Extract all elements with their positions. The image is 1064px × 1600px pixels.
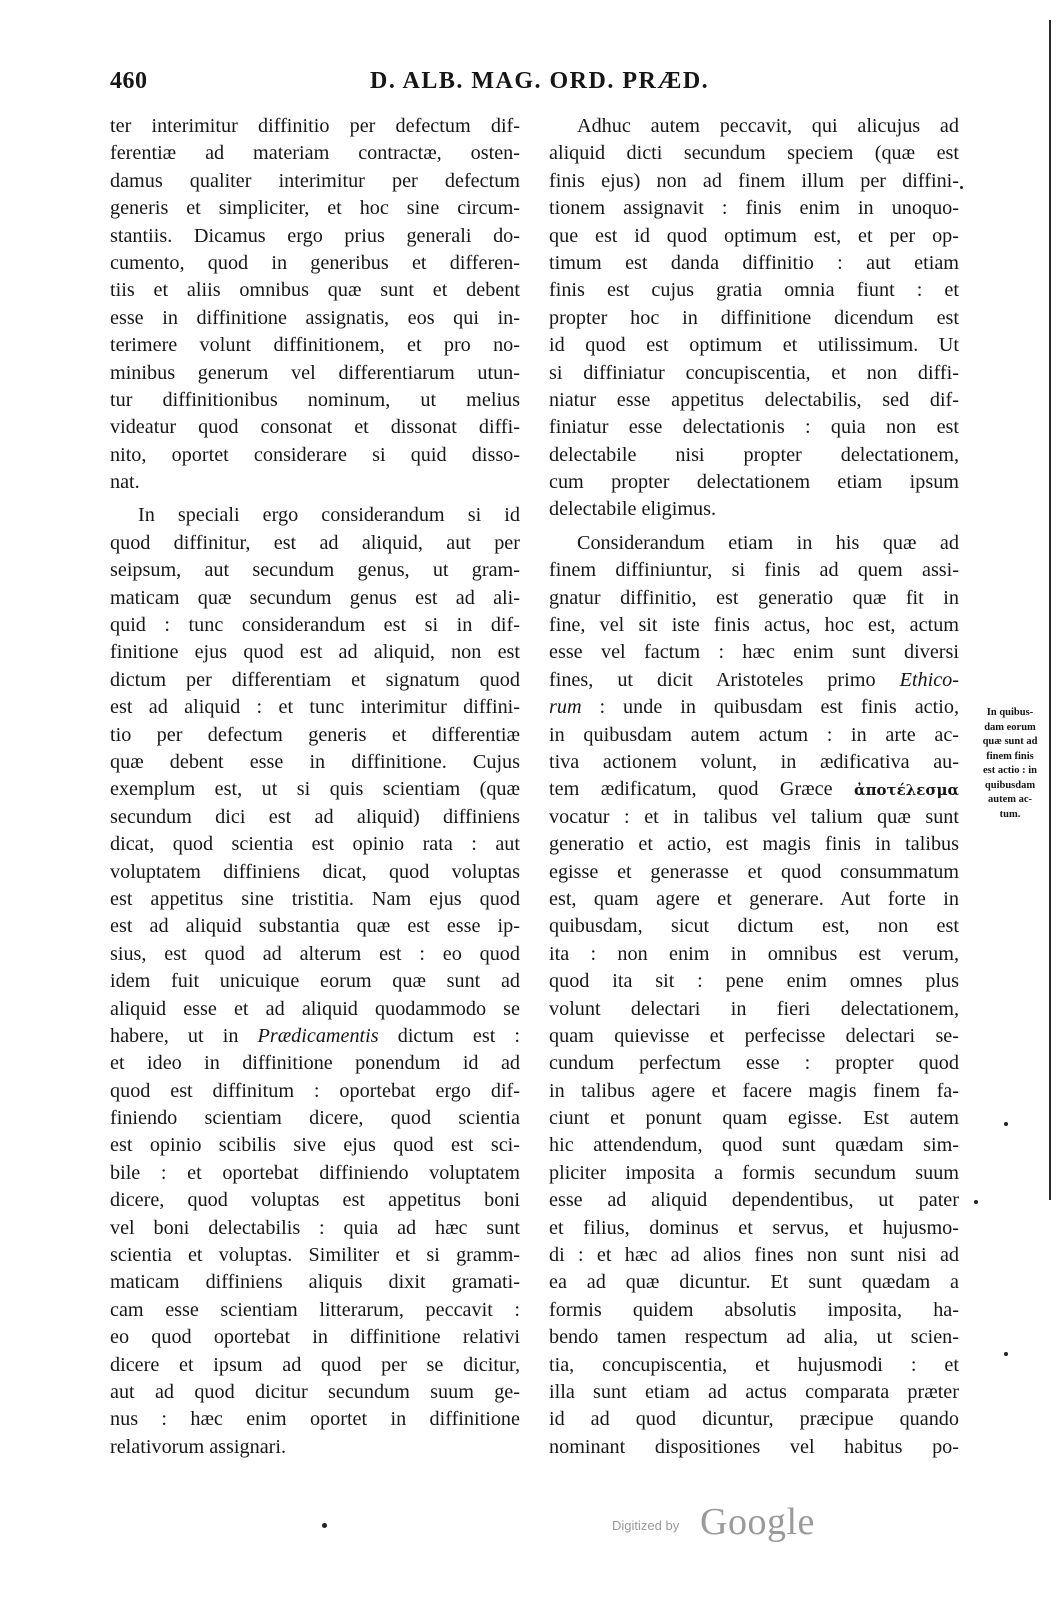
ink-speck [960, 186, 963, 189]
text-segment: habere, ut in [110, 1024, 258, 1047]
text-line: finiendo scientiam dicere, quod scientia [110, 1107, 520, 1130]
text-line: delectabile eligimus. [549, 498, 717, 521]
text-line: Considerandum etiam in his quæ ad [577, 531, 959, 554]
text-line: tionem assignavit : finis enim in unoquo- [549, 197, 959, 220]
text-line: et filius, dominus et servus, et hujusmo- [549, 1216, 959, 1239]
text-line: nominant dispositiones vel habitus po- [549, 1435, 959, 1458]
text-line: tur diffinitionibus nominum, ut melius [110, 388, 520, 411]
text-line: quod diffinitur, est ad aliquid, aut per [110, 531, 520, 554]
text-segment: dictum est : [378, 1024, 520, 1047]
text-line: in talibus agere et facere magis finem fa- [549, 1079, 959, 1102]
text-line: generis et simpliciter, et hoc sine circum- [110, 197, 520, 220]
text-line: bendo tamen respectum ad alia, ut scien- [549, 1326, 959, 1349]
text-line: quid : tunc considerandum est si in dif- [110, 614, 520, 637]
text-line: gnatur diffinitio, est generatio quæ fit in [549, 586, 959, 609]
text-line: cumento, quod in generibus et differen- [110, 251, 520, 274]
text-line: ea ad quæ dicuntur. Et sunt quædam a [549, 1271, 959, 1294]
text-line: est opinio scibilis sive ejus quod est sci- [110, 1134, 520, 1157]
text-line: illa sunt etiam ad actus comparata præter [549, 1380, 959, 1403]
text-line: finiatur esse delectationis : quia non est [549, 416, 959, 439]
text-line: ita : non enim in omnibus est verum, [549, 942, 959, 965]
text-line: tiva actionem volunt, in ædificativa au- [549, 750, 959, 773]
left-column [110, 113, 520, 1461]
text-line: cundum perfectum esse : propter quod [549, 1052, 959, 1075]
text-line: cam esse scientiam litterarum, peccavit : [110, 1298, 520, 1321]
text-segment: tem ædificatum, quod Græce [549, 778, 855, 801]
text-line: esse vel factum : hæc enim sunt diversi [549, 641, 959, 664]
text-line: nat. [110, 471, 140, 494]
text-line: ciunt et ponunt quam egisse. Est autem [549, 1107, 959, 1130]
text-line: id ad quod dicuntur, præcipue quando [549, 1408, 959, 1431]
text-line: aut ad quod dicitur secundum suum ge- [110, 1380, 520, 1403]
text-line: maticam diffiniens aliquis dixit gramati- [110, 1271, 520, 1294]
text-line: vocatur : et in talibus vel talium quæ sunt [549, 805, 959, 828]
marginal-note-line: finem finis [986, 750, 1034, 762]
google-logo: Google [700, 1501, 815, 1543]
text-line: fine, vel sit iste finis actus, hoc est, actum [549, 614, 959, 637]
text-line: id quod est optimum et utilissimum. Ut [549, 334, 959, 357]
text-line [549, 776, 959, 803]
text-line: damus qualiter interimitur per defectum [110, 169, 520, 192]
work-title: Ethico- [899, 668, 959, 691]
text-line: cum propter delectationem etiam ipsum [549, 471, 959, 494]
text-line: volunt delectari in fieri delectationem, [549, 997, 959, 1020]
text-line [110, 1023, 520, 1050]
marginal-note-line: tum. [999, 808, 1021, 820]
text-line: dicere et ipsum ad quod per se dicitur, [110, 1353, 520, 1376]
text-line: finis ejus) non ad finem illum per diffini- [549, 169, 959, 192]
ink-speck [974, 1200, 978, 1204]
running-title: D. ALB. MAG. ORD. PRÆD. [370, 68, 710, 94]
text-line: tiis et aliis omnibus quæ sunt et debent [110, 279, 520, 302]
text-line: sius, est quod ad alterum est : eo quod [110, 942, 520, 965]
marginal-note-line: dam eorum [984, 721, 1036, 733]
text-line: Adhuc autem peccavit, qui alicujus ad [577, 115, 959, 137]
text-line: voluptatem diffiniens dicat, quod voluptas [110, 860, 520, 883]
text-line: finis est cujus gratia omnia fiunt : et [549, 279, 959, 302]
ink-speck [1004, 1122, 1008, 1126]
text-line: ter interimitur diffinitio per defectum dif- [110, 115, 520, 137]
text-line: pliciter imposita a formis secundum suum [549, 1161, 959, 1184]
text-line: quod est diffinitum : oportebat ergo dif- [110, 1079, 520, 1102]
right-column [549, 113, 959, 1461]
text-line: est, quam agere et generare. Aut forte in [549, 887, 959, 910]
text-line: est ad aliquid substantia quæ est esse ip- [110, 915, 520, 938]
page-number: 460 [110, 68, 148, 94]
text-line: terimere volunt diffinitionem, et pro no- [110, 334, 520, 357]
text-line: maticam quæ secundum genus est ad ali- [110, 586, 520, 609]
text-line: finem diffiniuntur, si finis ad quem assi- [549, 559, 959, 582]
text-line: generatio et actio, est magis finis in talibus [549, 833, 959, 856]
marginal-note-line: autem ac- [987, 794, 1033, 805]
page-edge-rule [1049, 20, 1051, 1200]
text-line: est ad aliquid : et tunc interimitur diffini- [110, 696, 520, 719]
text-line: quibusdam, sicut dictum est, non est [549, 915, 959, 938]
text-line: esse in diffinitione assignatis, eos qui in- [110, 306, 520, 329]
text-line: esse ad aliquid dependentibus, ut pater [549, 1189, 959, 1212]
text-line: quod ita sit : pene enim omnes plus [549, 970, 959, 993]
text-line: secundum dici est ad aliquid) diffiniens [110, 805, 520, 828]
ink-speck [1004, 1352, 1008, 1356]
text-line [549, 694, 959, 721]
digitized-by-label: Digitized by [612, 1518, 680, 1533]
text-line: videatur quod consonat et dissonat diffi- [110, 416, 520, 439]
text-line: exemplum est, ut si quis scientiam (quæ [110, 778, 520, 801]
text-line: propter hoc in diffinitione dicendum est [549, 306, 959, 329]
text-line: eo quod oportebat in diffinitione relativi [110, 1326, 520, 1349]
text-line: quæ debent esse in diffinitione. Cujus [110, 750, 520, 773]
text-line: tio per defectum generis et differentiæ [110, 723, 520, 746]
text-line: in quibusdam autem actum : in arte ac- [549, 723, 959, 746]
text-line: niatur esse appetitus delectabilis, sed dif- [549, 388, 959, 411]
text-line: vel boni delectabilis : quia ad hæc sunt [110, 1216, 520, 1239]
text-line [549, 667, 959, 694]
text-segment: : unde in quibusdam est finis actio, [581, 696, 959, 719]
work-title: rum [549, 696, 582, 719]
text-line: relativorum assignari. [110, 1435, 287, 1458]
text-line: aliquid esse et ad aliquid quodammodo se [110, 997, 520, 1020]
text-line: stantiis. Dicamus ergo prius generali do- [110, 224, 520, 247]
text-line: bile : et oportebat diffiniendo voluptatem [110, 1161, 520, 1184]
marginal-note [962, 706, 1058, 822]
text-line: dicere, quod voluptas est appetitus boni [110, 1189, 520, 1212]
text-line: ferentiæ ad materiam contractæ, osten- [110, 142, 520, 165]
work-title: Prædicamentis [257, 1024, 379, 1047]
text-line: est appetitus sine tristitia. Nam ejus quod [110, 887, 520, 910]
marginal-note-line: In quibus- [986, 707, 1034, 718]
text-line: formis quidem absolutis imposita, ha- [549, 1298, 959, 1321]
greek-word: ἀποτέλεσμα [854, 781, 959, 800]
text-line: egisse et generasse et quod consummatum [549, 860, 959, 883]
text-line: dictum per differentiam et signatum quod [110, 668, 520, 691]
ink-speck [322, 1523, 327, 1528]
text-line: delectabile nisi propter delectationem, [549, 443, 959, 466]
marginal-note-line: quibusdam [984, 779, 1036, 791]
text-line: idem fuit unicuique eorum quæ sunt ad [110, 970, 520, 993]
text-line: nito, oportet considerare si quid disso- [110, 443, 520, 466]
text-line: di : et hæc ad alios fines non sunt nisi ad [549, 1244, 959, 1267]
text-line: que est id quod optimum est, et per op- [549, 224, 959, 247]
page-header [110, 68, 960, 102]
marginal-note-line: quæ sunt ad [982, 736, 1038, 747]
text-line: si diffiniatur concupiscentia, et non diffi- [549, 361, 959, 384]
text-line: dicat, quod scientia est opinio rata : aut [110, 833, 520, 856]
text-line: finitione ejus quod est ad aliquid, non est [110, 641, 520, 664]
text-line: hic attendendum, quod sunt quædam sim- [549, 1134, 959, 1157]
text-line: et ideo in diffinitione ponendum id ad [110, 1052, 520, 1075]
text-line: seipsum, aut secundum genus, ut gram- [110, 559, 520, 582]
text-line: nus : hæc enim oportet in diffinitione [110, 1408, 520, 1431]
marginal-note-line: est actio : in [983, 765, 1037, 776]
text-line: timum est danda diffinitio : aut etiam [549, 251, 959, 274]
text-line: quam quievisse et perfecisse delectari se- [549, 1024, 959, 1047]
text-line: aliquid dicti secundum speciem (quæ est [549, 142, 959, 165]
text-line: minibus generum vel differentiarum utun- [110, 361, 520, 384]
text-line: scientia et voluptas. Similiter et si gramm- [110, 1244, 520, 1267]
text-line: In speciali ergo considerandum si id [138, 504, 520, 527]
text-segment: fines, ut dicit Aristoteles primo [549, 668, 900, 691]
text-line: tia, concupiscentia, et hujusmodi : et [549, 1353, 959, 1376]
